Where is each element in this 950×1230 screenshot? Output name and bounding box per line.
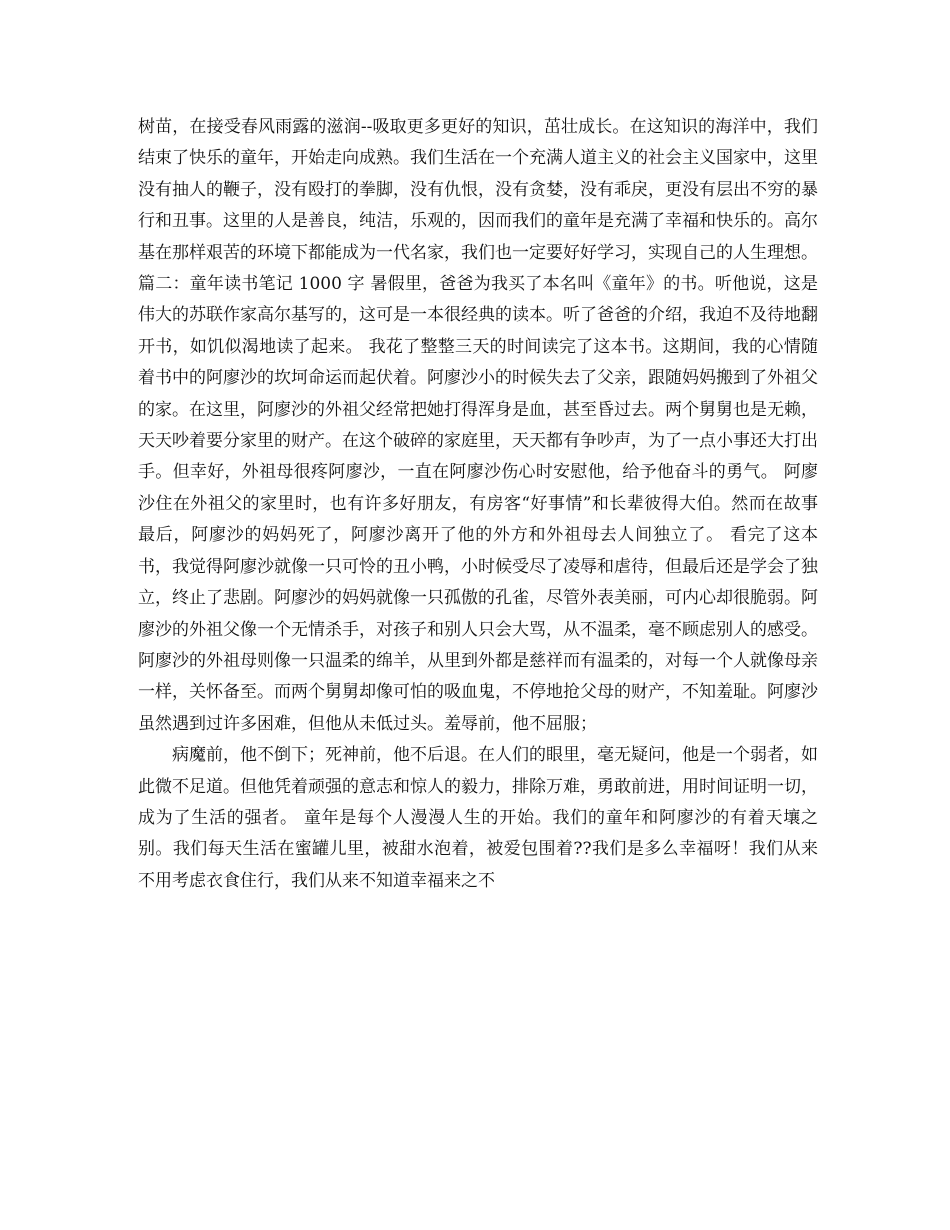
- paragraph-1: 树苗，在接受春风雨露的滋润--吸取更多更好的知识，茁壮成长。在这知识的海洋中，我们结束了快乐的童年，开始走向成熟。我们生活在一个充满人道主义的社会主义国家中，这里没有抽人的鞭子，没有殴打的拳脚，没有仇恨，没有贪婪，没有乖戾，更没有层出不穷的暴行和丑事。这里的人是善良，纯洁，乐观的，因而我们的童年是充满了幸福和快乐的。高尔基在那样艰苦的环境下都能成为一代名家，我们也一定要好好学习，实现自己的人生理想。 篇二：童年读书笔记 1000 字 暑假里，爸爸为我买了本名叫《童年》的书。听他说，这是伟大的苏联作家高尔基写的，这可是一本很经典的读本。听了爸爸的介绍，我迫不及待地翻开书，如饥似渴地读了起来。 我花了整整三天的时间读完了这本书。这期间，我的心情随着书中的阿廖沙的坎坷命运而起伏着。阿廖沙小的时候失去了父亲，跟随妈妈搬到了外祖父的家。在这里，阿廖沙的外祖父经常把她打得浑身是血，甚至昏过去。两个舅舅也是无赖，天天吵着要分家里的财产。在这个破碎的家庭里，天天都有争吵声，为了一点小事还大打出手。但幸好，外祖母很疼阿廖沙，一直在阿廖沙伤心时安慰他，给予他奋斗的勇气。 阿廖沙住在外祖父的家里时，也有许多好朋友，有房客“好事情”和长辈彼得大伯。然而在故事最后，阿廖沙的妈妈死了，阿廖沙离开了他的外方和外祖母去人间独立了。 看完了这本书，我觉得阿廖沙就像一只可怜的丑小鸭，小时候受尽了凌辱和虐待，但最后还是学会了独立，终止了悲剧。阿廖沙的妈妈就像一只孤傲的孔雀，尽管外表美丽，可内心却很脆弱。阿廖沙的外祖父像一个无情杀手，对孩子和别人只会大骂，从不温柔，毫不顾虑别人的感受。阿廖沙的外祖母则像一只温柔的绵羊，从里到外都是慈祥而有温柔的，对每一个人就像母亲一样，关怀备至。而两个舅舅却像可怕的吸血鬼，不停地抢父母的财产，不知羞耻。阿廖沙虽然遇到过许多困难，但他从未低过头。羞辱前，他不屈服；: [138, 117, 818, 734]
- paragraph-2: 病魔前，他不倒下；死神前，他不后退。在人们的眼里，毫无疑问，他是一个弱者，如此微不足道。但他凭着顽强的意志和惊人的毅力，排除万难，勇敢前进，用时间证明一切，成为了生活的强者。 童年是每个人漫漫人生的开始。我们的童年和阿廖沙的有着天壤之别。我们每天生活在蜜罐儿里，被甜水泡着，被爱包围着??我们是多么幸福呀！我们从来不用考虑衣食住行，我们从来不知道幸福来之不: [138, 745, 818, 891]
- document-body: [138, 112, 818, 897]
